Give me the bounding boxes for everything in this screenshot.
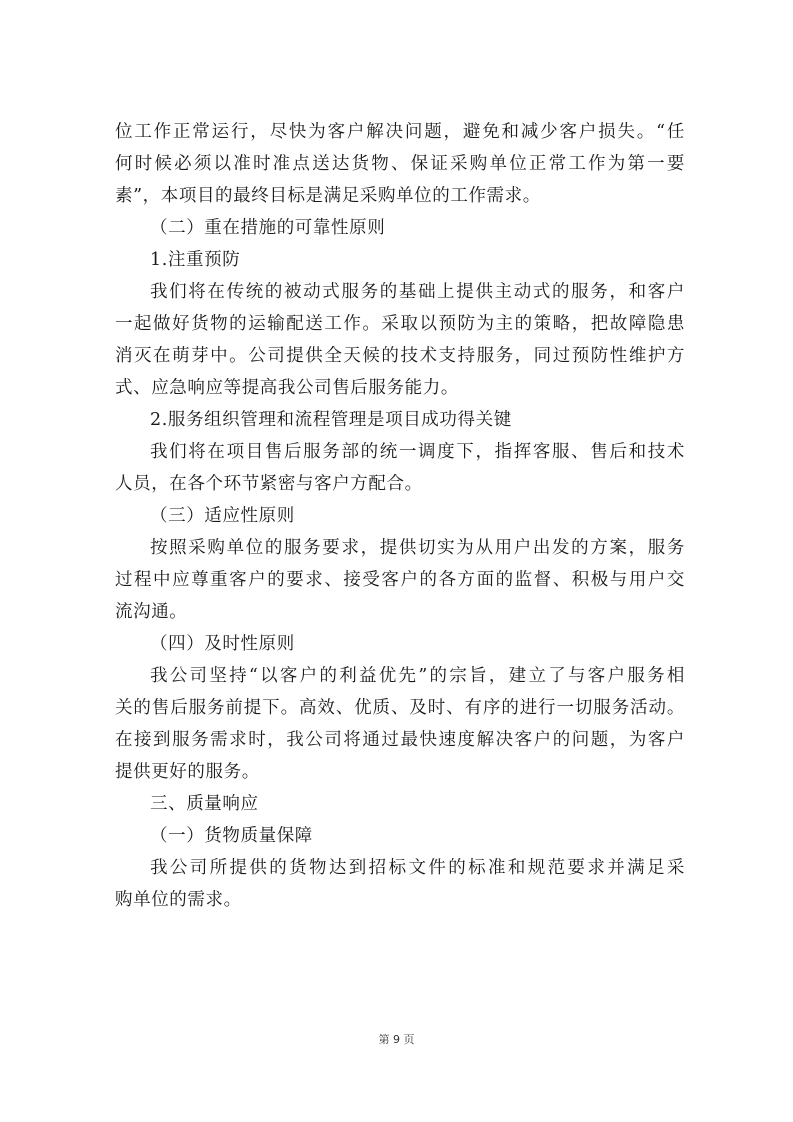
section-heading-3: （三）适应性原则	[150, 506, 295, 526]
text-line-11: 我们将在项目售后服务部的统一调度下，指挥客服、售后和技术	[150, 442, 685, 462]
text-line-24: 我公司所提供的货物达到招标文件的标准和规范要求并满足采	[150, 858, 685, 878]
text-line-3: 素”，本项目的最终目标是满足采购单位的工作需求。	[115, 186, 541, 206]
text-line-2: 何时候必须以准时准点送达货物、保证采购单位正常工作为第一要	[115, 154, 685, 174]
page-number: 第 9 页	[378, 1033, 415, 1046]
text-line-19: 关的售后服务前提下。高效、优质、及时、有序的进行一切服务活动。	[115, 698, 685, 718]
text-line-9: 式、应急响应等提高我公司售后服务能力。	[115, 378, 459, 398]
section-heading-1: （一）货物质量保障	[150, 826, 313, 846]
text-line-8: 消灭在萌芽中。公司提供全天候的技术支持服务，同过预防性维护方	[115, 346, 685, 366]
text-line-7: 一起做好货物的运输配送工作。采取以预防为主的策略，把故障隐患	[115, 314, 685, 334]
subheading-1: 1.注重预防	[150, 250, 241, 270]
text-line-1: 位工作正常运行，尽快为客户解决问题，避免和减少客户损失。“任	[115, 122, 685, 142]
text-line-18: 我公司坚持“以客户的利益优先”的宗旨，建立了与客户服务相	[150, 666, 685, 686]
subheading-2: 2.服务组织管理和流程管理是项目成功得关键	[150, 410, 512, 430]
chapter-heading-3: 三、质量响应	[150, 794, 259, 814]
text-line-21: 提供更好的服务。	[115, 762, 260, 782]
text-line-15: 过程中应尊重客户的要求、接受客户的各方面的监督、积极与用户交	[115, 570, 685, 590]
section-heading-4: （四）及时性原则	[150, 634, 295, 654]
text-line-25: 购单位的需求。	[115, 890, 242, 910]
text-line-6: 我们将在传统的被动式服务的基础上提供主动式的服务，和客户	[150, 282, 685, 302]
text-line-20: 在接到服务需求时，我公司将通过最快速度解决客户的问题，为客户	[115, 730, 685, 750]
text-line-14: 按照采购单位的服务要求，提供切实为从用户出发的方案，服务	[150, 538, 685, 558]
text-line-12: 人员，在各个环节紧密与客户方配合。	[115, 474, 423, 494]
text-line-16: 流沟通。	[115, 602, 188, 622]
section-heading-2: （二）重在措施的可靠性原则	[150, 218, 386, 238]
